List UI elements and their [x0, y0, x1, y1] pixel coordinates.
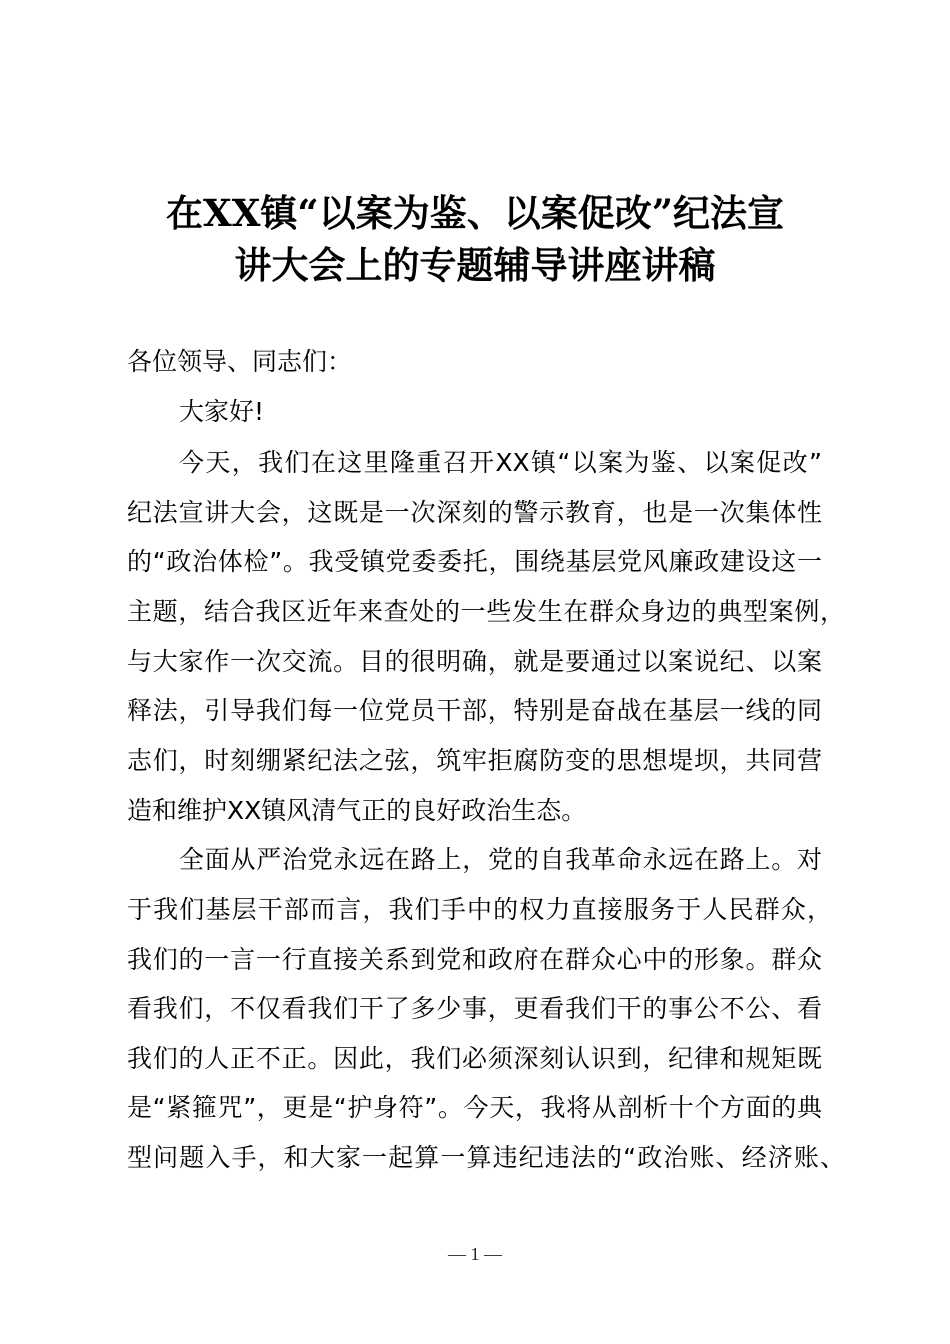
- document-title-line-2: 讲大会上的专题辅导讲座讲稿: [234, 243, 716, 287]
- paragraph-line: 与大家作一次交流。目的很明确，就是要通过以案说纪、以案: [127, 647, 822, 676]
- paragraph-line: 纪法宣讲大会，这既是一次深刻的警示教育，也是一次集体性: [127, 498, 822, 527]
- salutation: 各位领导、同志们：: [127, 347, 353, 376]
- paragraph-line: 我们的人正不正。因此，我们必须深刻认识到，纪律和规矩既: [127, 1044, 822, 1073]
- paragraph-line: 造和维护XX镇风清气正的良好政治生态。: [127, 796, 587, 825]
- paragraph-line: 志们，时刻绷紧纪法之弦，筑牢拒腐防变的思想堤坝，共同营: [127, 746, 822, 775]
- paragraph-line: 释法，引导我们每一位党员干部，特别是奋战在基层一线的同: [127, 696, 822, 725]
- paragraph-line: 型问题入手，和大家一起算一算违纪违法的“政治账、经济账、: [127, 1143, 845, 1172]
- greeting: 大家好!: [179, 397, 265, 426]
- paragraph-line: 的“政治体检”。我受镇党委委托，围绕基层党风廉政建设这一: [127, 547, 822, 576]
- paragraph-line: 看我们，不仅看我们干了多少事，更看我们干的事公不公、看: [127, 994, 822, 1023]
- paragraph-line: 全面从严治党永远在路上，党的自我革命永远在路上。对: [179, 845, 822, 874]
- document-title-line-1: 在XX镇“以案为鉴、以案促改”纪法宣: [166, 191, 784, 235]
- paragraph-line: 今天，我们在这里隆重召开XX镇“以案为鉴、以案促改”: [179, 448, 822, 477]
- paragraph-line: 我们的一言一行直接关系到党和政府在群众心中的形象。群众: [127, 945, 822, 974]
- paragraph-line: 于我们基层干部而言，我们手中的权力直接服务于人民群众，: [127, 895, 832, 924]
- page-number: — 1 —: [448, 1244, 502, 1264]
- paragraph-line: 主题，结合我区近年来查处的一些发生在群众身边的典型案例，: [127, 597, 845, 626]
- paragraph-line: 是“紧箍咒”，更是“护身符”。今天，我将从剖析十个方面的典: [127, 1093, 822, 1122]
